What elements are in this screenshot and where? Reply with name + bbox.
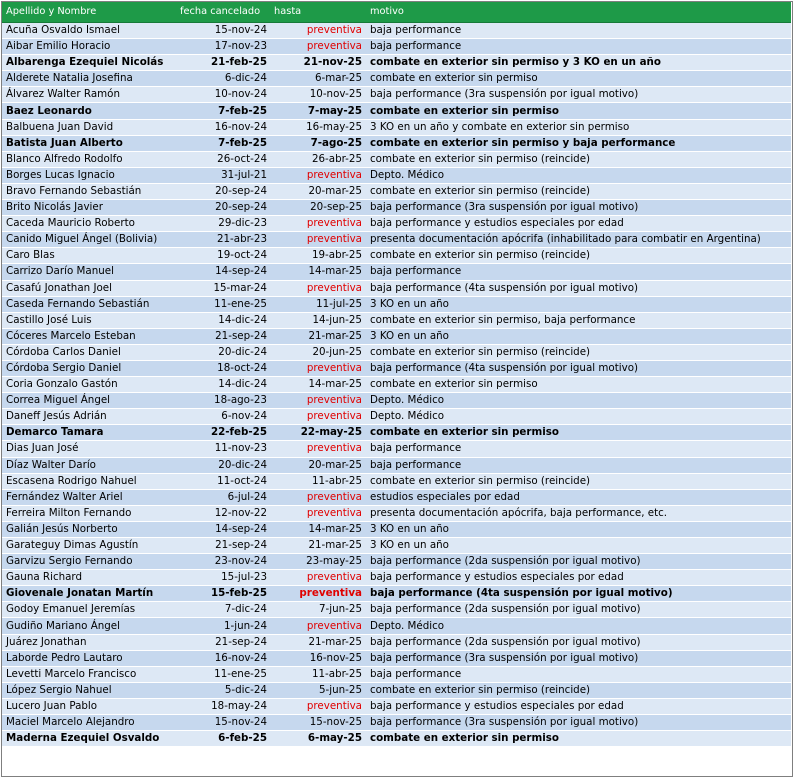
cell-hasta[interactable]: 19-abr-25 [273,248,366,264]
cell-fecha-cancelado[interactable]: 12-nov-22 [177,505,273,521]
cell-hasta[interactable]: 26-abr-25 [273,151,366,167]
cell-hasta[interactable]: 15-nov-25 [273,715,366,731]
cell-motivo[interactable]: estudios especiales por edad [366,489,791,505]
table-row [2,55,791,71]
cell-fecha-cancelado[interactable]: 1-jun-24 [177,618,273,634]
cell-hasta[interactable]: 20-mar-25 [273,457,366,473]
cell-hasta[interactable]: 23-may-25 [273,554,366,570]
cell-fecha-cancelado[interactable]: 6-feb-25 [177,731,273,747]
suspension-table [2,2,791,747]
cell-fecha-cancelado[interactable]: 16-nov-24 [177,650,273,666]
table-row [2,393,791,409]
cell-motivo[interactable]: baja performance [366,457,791,473]
cell-fecha-cancelado[interactable]: 11-oct-24 [177,473,273,489]
cell-name[interactable]: Godoy Emanuel Jeremías [2,602,177,618]
cell-hasta[interactable]: 20-sep-25 [273,200,366,216]
table-row [2,103,791,119]
table-row [2,360,791,376]
cell-hasta[interactable]: 16-nov-25 [273,650,366,666]
cell-name[interactable]: Maderna Ezequiel Osvaldo [2,731,177,747]
cell-hasta[interactable]: preventiva [273,586,366,602]
cell-fecha-cancelado[interactable]: 20-sep-24 [177,200,273,216]
cell-hasta[interactable]: 21-nov-25 [273,55,366,71]
cell-motivo[interactable]: combate en exterior sin permiso [366,103,791,119]
cell-hasta[interactable]: 7-ago-25 [273,135,366,151]
cell-fecha-cancelado[interactable]: 15-nov-24 [177,715,273,731]
cell-name[interactable]: Levetti Marcelo Francisco [2,666,177,682]
cell-name[interactable]: Castillo José Luis [2,312,177,328]
cell-hasta[interactable]: 20-jun-25 [273,344,366,360]
table-row [2,87,791,103]
cell-motivo[interactable]: combate en exterior sin permiso [366,71,791,87]
cell-motivo[interactable]: baja performance (4ta suspensión por igual motivo) [366,280,791,296]
cell-name[interactable]: Carrizo Darío Manuel [2,264,177,280]
cell-fecha-cancelado[interactable]: 18-oct-24 [177,360,273,376]
cell-fecha-cancelado[interactable]: 18-may-24 [177,698,273,714]
table-row [2,473,791,489]
cell-hasta[interactable]: 22-may-25 [273,425,366,441]
cell-fecha-cancelado[interactable]: 18-ago-23 [177,393,273,409]
cell-motivo[interactable]: Depto. Médico [366,409,791,425]
cell-hasta[interactable]: preventiva [273,618,366,634]
table-row [2,39,791,55]
cell-name[interactable]: Ferreira Milton Fernando [2,505,177,521]
table-row [2,200,791,216]
table-row [2,135,791,151]
cell-fecha-cancelado[interactable]: 21-sep-24 [177,634,273,650]
table-row [2,232,791,248]
table-row [2,666,791,682]
cell-fecha-cancelado[interactable]: 26-oct-24 [177,151,273,167]
cell-motivo[interactable]: baja performance (2da suspensión por igual motivo) [366,634,791,650]
cell-fecha-cancelado[interactable]: 11-nov-23 [177,441,273,457]
cell-fecha-cancelado[interactable]: 22-feb-25 [177,425,273,441]
cell-name[interactable]: Álvarez Walter Ramón [2,87,177,103]
cell-motivo[interactable]: combate en exterior sin permiso (reincide) [366,183,791,199]
cell-motivo[interactable]: baja performance [366,264,791,280]
cell-name[interactable]: Córdoba Sergio Daniel [2,360,177,376]
table-row [2,570,791,586]
cell-name[interactable]: Gudiño Mariano Ángel [2,618,177,634]
cell-hasta[interactable]: 7-may-25 [273,103,366,119]
cell-name[interactable]: Lucero Juan Pablo [2,698,177,714]
cell-name[interactable]: Gauna Richard [2,570,177,586]
cell-hasta[interactable]: 14-jun-25 [273,312,366,328]
table-row [2,457,791,473]
cell-name[interactable]: Aibar Emilio Horacio [2,39,177,55]
cell-hasta[interactable]: 6-mar-25 [273,71,366,87]
cell-hasta[interactable]: 10-nov-25 [273,87,366,103]
cell-name[interactable]: Laborde Pedro Lautaro [2,650,177,666]
cell-name[interactable]: Daneff Jesús Adrián [2,409,177,425]
cell-hasta[interactable]: preventiva [273,232,366,248]
cell-fecha-cancelado[interactable]: 21-sep-24 [177,538,273,554]
cell-hasta[interactable]: preventiva [273,393,366,409]
cell-name[interactable]: Blanco Alfredo Rodolfo [2,151,177,167]
cell-fecha-cancelado[interactable]: 15-feb-25 [177,586,273,602]
cell-hasta[interactable]: 21-mar-25 [273,634,366,650]
cell-motivo[interactable]: baja performance (3ra suspensión por igual motivo) [366,715,791,731]
cell-motivo[interactable]: combate en exterior sin permiso [366,425,791,441]
cell-hasta[interactable]: 11-abr-25 [273,473,366,489]
cell-name[interactable]: Garateguy Dimas Agustín [2,538,177,554]
cell-hasta[interactable]: 21-mar-25 [273,328,366,344]
cell-motivo[interactable]: baja performance [366,666,791,682]
cell-name[interactable]: Caceda Mauricio Roberto [2,216,177,232]
cell-hasta[interactable]: preventiva [273,360,366,376]
cell-hasta[interactable]: preventiva [273,570,366,586]
cell-hasta[interactable]: 14-mar-25 [273,521,366,537]
table-row [2,634,791,650]
cell-motivo[interactable]: 3 KO en un año [366,521,791,537]
table-row [2,377,791,393]
table-row [2,119,791,135]
table-row [2,715,791,731]
cell-motivo[interactable]: combate en exterior sin permiso (reincide) [366,682,791,698]
cell-motivo[interactable]: baja performance (2da suspensión por igual motivo) [366,602,791,618]
suspension-list-sheet [2,2,791,747]
cell-fecha-cancelado[interactable]: 14-dic-24 [177,377,273,393]
cell-hasta[interactable]: 7-jun-25 [273,602,366,618]
table-row [2,731,791,747]
cell-fecha-cancelado[interactable]: 21-abr-23 [177,232,273,248]
cell-hasta[interactable]: preventiva [273,280,366,296]
cell-name[interactable]: Cóceres Marcelo Esteban [2,328,177,344]
cell-motivo[interactable]: combate en exterior sin permiso (reincide) [366,344,791,360]
cell-fecha-cancelado[interactable]: 6-nov-24 [177,409,273,425]
cell-name[interactable]: Maciel Marcelo Alejandro [2,715,177,731]
cell-name[interactable]: Alderete Natalia Josefina [2,71,177,87]
cell-fecha-cancelado[interactable]: 14-sep-24 [177,521,273,537]
cell-fecha-cancelado[interactable]: 31-jul-21 [177,167,273,183]
cell-name[interactable]: Borges Lucas Ignacio [2,167,177,183]
cell-name[interactable]: Acuña Osvaldo Ismael [2,23,177,39]
cell-name[interactable]: Giovenale Jonatan Martín [2,586,177,602]
table-row [2,328,791,344]
cell-hasta[interactable]: 11-jul-25 [273,296,366,312]
cell-name[interactable]: Escasena Rodrigo Nahuel [2,473,177,489]
cell-name[interactable]: Galián Jesús Norberto [2,521,177,537]
cell-name[interactable]: Díaz Walter Darío [2,457,177,473]
cell-name[interactable]: Coria Gonzalo Gastón [2,377,177,393]
cell-motivo[interactable]: Depto. Médico [366,393,791,409]
cell-hasta[interactable]: preventiva [273,167,366,183]
cell-name[interactable]: Demarco Tamara [2,425,177,441]
cell-motivo[interactable]: combate en exterior sin permiso [366,377,791,393]
table-row [2,264,791,280]
cell-fecha-cancelado[interactable]: 17-nov-23 [177,39,273,55]
table-row [2,505,791,521]
cell-name[interactable]: Córdoba Carlos Daniel [2,344,177,360]
table-row [2,650,791,666]
cell-motivo[interactable]: 3 KO en un año y combate en exterior sin permiso [366,119,791,135]
table-row [2,71,791,87]
cell-motivo[interactable]: baja performance [366,23,791,39]
cell-hasta[interactable]: 6-may-25 [273,731,366,747]
cell-motivo[interactable]: baja performance (2da suspensión por igual motivo) [366,554,791,570]
cell-name[interactable]: Garvizu Sergio Fernando [2,554,177,570]
cell-fecha-cancelado[interactable]: 11-ene-25 [177,296,273,312]
column-header-name[interactable]: Apellido y Nombre [2,2,177,23]
table-row [2,425,791,441]
cell-hasta[interactable]: 14-mar-25 [273,264,366,280]
table-row [2,586,791,602]
cell-motivo[interactable]: baja performance [366,441,791,457]
cell-hasta[interactable]: 5-jun-25 [273,682,366,698]
cell-fecha-cancelado[interactable]: 15-mar-24 [177,280,273,296]
table-row [2,296,791,312]
cell-name[interactable]: Balbuena Juan David [2,119,177,135]
cell-motivo[interactable]: baja performance (4ta suspensión por igual motivo) [366,586,791,602]
cell-motivo[interactable]: baja performance (4ta suspensión por igual motivo) [366,360,791,376]
cell-name[interactable]: Bravo Fernando Sebastián [2,183,177,199]
cell-name[interactable]: Canido Miguel Ángel (Bolivia) [2,232,177,248]
cell-hasta[interactable]: preventiva [273,489,366,505]
cell-fecha-cancelado[interactable]: 6-dic-24 [177,71,273,87]
cell-motivo[interactable]: Depto. Médico [366,618,791,634]
table-row [2,698,791,714]
cell-hasta[interactable]: 14-mar-25 [273,377,366,393]
cell-motivo[interactable]: combate en exterior sin permiso y baja performance [366,135,791,151]
cell-fecha-cancelado[interactable]: 21-sep-24 [177,328,273,344]
header-row [2,2,791,23]
table-row [2,312,791,328]
table-row [2,682,791,698]
table-row [2,151,791,167]
table-row [2,280,791,296]
cell-motivo[interactable]: combate en exterior sin permiso y 3 KO en un año [366,55,791,71]
table-row [2,441,791,457]
cell-motivo[interactable]: baja performance (3ra suspensión por igual motivo) [366,650,791,666]
cell-hasta[interactable]: preventiva [273,216,366,232]
cell-motivo[interactable]: combate en exterior sin permiso (reincide) [366,473,791,489]
table-row [2,344,791,360]
cell-hasta[interactable]: 11-abr-25 [273,666,366,682]
table-row [2,538,791,554]
table-row [2,248,791,264]
cell-fecha-cancelado[interactable]: 14-sep-24 [177,264,273,280]
cell-motivo[interactable]: baja performance (3ra suspensión por igual motivo) [366,87,791,103]
cell-motivo[interactable]: baja performance (3ra suspensión por igual motivo) [366,200,791,216]
cell-motivo[interactable]: baja performance y estudios especiales por edad [366,698,791,714]
cell-name[interactable]: Juárez Jonathan [2,634,177,650]
column-header-fecha-cancelado[interactable]: fecha cancelado [177,2,273,23]
cell-motivo[interactable]: 3 KO en un año [366,538,791,554]
cell-motivo[interactable]: presenta documentación apócrifa, baja performance, etc. [366,505,791,521]
table-body [2,23,791,747]
cell-motivo[interactable]: combate en exterior sin permiso [366,731,791,747]
cell-fecha-cancelado[interactable]: 11-ene-25 [177,666,273,682]
cell-fecha-cancelado[interactable]: 20-dic-24 [177,344,273,360]
cell-fecha-cancelado[interactable]: 6-jul-24 [177,489,273,505]
cell-motivo[interactable]: combate en exterior sin permiso (reincide) [366,248,791,264]
cell-fecha-cancelado[interactable]: 16-nov-24 [177,119,273,135]
cell-motivo[interactable]: combate en exterior sin permiso, baja performance [366,312,791,328]
cell-hasta[interactable]: preventiva [273,441,366,457]
cell-name[interactable]: Brito Nicolás Javier [2,200,177,216]
table-row [2,618,791,634]
cell-motivo[interactable]: combate en exterior sin permiso (reincide) [366,151,791,167]
cell-hasta[interactable]: preventiva [273,409,366,425]
cell-fecha-cancelado[interactable]: 15-jul-23 [177,570,273,586]
table-row [2,602,791,618]
table-row [2,216,791,232]
cell-name[interactable]: Albarenga Ezequiel Nicolás [2,55,177,71]
table-row [2,167,791,183]
cell-fecha-cancelado[interactable]: 20-dic-24 [177,457,273,473]
cell-name[interactable]: Casafú Jonathan Joel [2,280,177,296]
table-row [2,521,791,537]
table-row [2,409,791,425]
cell-hasta[interactable]: preventiva [273,505,366,521]
cell-motivo[interactable]: presenta documentación apócrifa (inhabilitado para combatir en Argentina) [366,232,791,248]
cell-name[interactable]: Dias Juan José [2,441,177,457]
cell-hasta[interactable]: preventiva [273,698,366,714]
cell-name[interactable]: Fernández Walter Ariel [2,489,177,505]
cell-fecha-cancelado[interactable]: 5-dic-24 [177,682,273,698]
cell-motivo[interactable]: 3 KO en un año [366,328,791,344]
cell-hasta[interactable]: 20-mar-25 [273,183,366,199]
cell-hasta[interactable]: 21-mar-25 [273,538,366,554]
cell-motivo[interactable]: baja performance y estudios especiales por edad [366,570,791,586]
cell-fecha-cancelado[interactable]: 21-feb-25 [177,55,273,71]
cell-fecha-cancelado[interactable]: 10-nov-24 [177,87,273,103]
table-header [2,2,791,23]
cell-motivo[interactable]: baja performance [366,39,791,55]
cell-fecha-cancelado[interactable]: 14-dic-24 [177,312,273,328]
cell-motivo[interactable]: Depto. Médico [366,167,791,183]
cell-fecha-cancelado[interactable]: 7-feb-25 [177,135,273,151]
table-row [2,489,791,505]
cell-name[interactable]: Batista Juan Alberto [2,135,177,151]
cell-name[interactable]: López Sergio Nahuel [2,682,177,698]
cell-fecha-cancelado[interactable]: 7-feb-25 [177,103,273,119]
cell-name[interactable]: Baez Leonardo [2,103,177,119]
cell-fecha-cancelado[interactable]: 7-dic-24 [177,602,273,618]
cell-hasta[interactable]: preventiva [273,39,366,55]
table-row [2,183,791,199]
cell-name[interactable]: Caro Blas [2,248,177,264]
table-row [2,23,791,39]
table-row [2,554,791,570]
cell-fecha-cancelado[interactable]: 15-nov-24 [177,23,273,39]
cell-hasta[interactable]: preventiva [273,23,366,39]
cell-fecha-cancelado[interactable]: 19-oct-24 [177,248,273,264]
column-header-motivo[interactable]: motivo [366,2,791,23]
cell-name[interactable]: Correa Miguel Ángel [2,393,177,409]
cell-fecha-cancelado[interactable]: 20-sep-24 [177,183,273,199]
cell-motivo[interactable]: 3 KO en un año [366,296,791,312]
cell-fecha-cancelado[interactable]: 23-nov-24 [177,554,273,570]
cell-motivo[interactable]: baja performance y estudios especiales por edad [366,216,791,232]
column-header-hasta[interactable]: hasta [273,2,366,23]
cell-name[interactable]: Caseda Fernando Sebastián [2,296,177,312]
cell-hasta[interactable]: 16-may-25 [273,119,366,135]
cell-fecha-cancelado[interactable]: 29-dic-23 [177,216,273,232]
